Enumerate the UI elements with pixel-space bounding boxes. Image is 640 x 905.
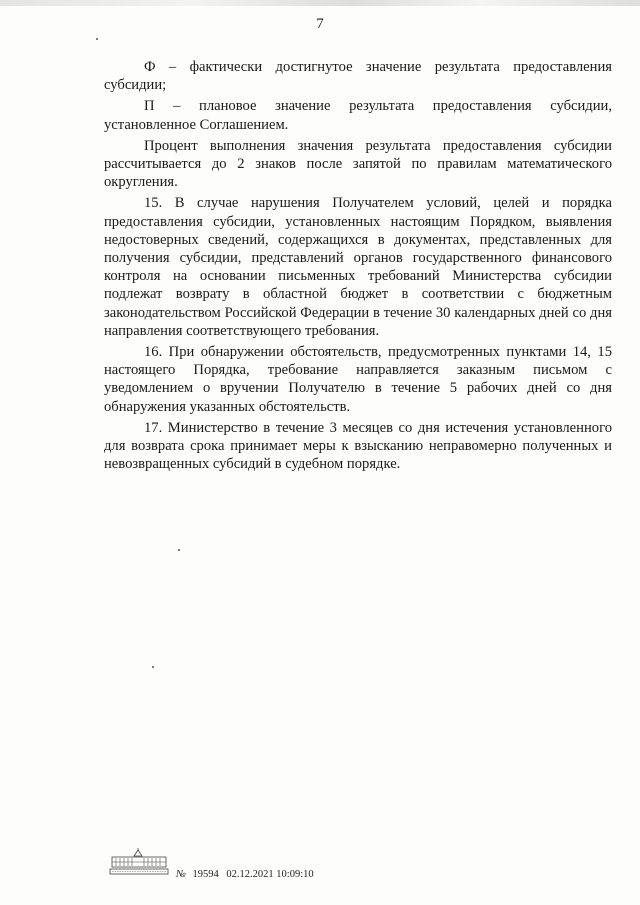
registration-datetime: 02.12.2021 10:09:10 [226,869,314,880]
registry-stamp-logo [108,848,170,878]
paragraph-clause-15: 15. В случае нарушения Получателем условий, целей и порядка предоставления субсидии, установленных настоящим Порядком, выявления недостоверных сведений, содержащихся в документах, представленных для получения субсидии, представлений органов государственного финансового контроля на основании письменных требований Министерства субсидии подлежат возврату в областной бюджет в соответствии с бюджетным законодательством Российской Федерации в течение 30 календарных дней со дня направления соответствующего требования. [104,195,612,339]
paragraph-f-definition: Ф – фактически достигнутое значение результата предоставления субсидии; [104,59,612,94]
number-sign: № [176,869,186,880]
paragraph-clause-17: 17. Министерство в течение 3 месяцев со дня истечения установленного для возврата срока принимает меры к взысканию неправомерно полученных и невозвращенных субсидий в судебном порядке. [104,419,612,473]
registration-stamp [176,869,314,880]
paragraph-clause-16: 16. При обнаружении обстоятельств, предусмотренных пунктами 14, 15 настоящего Порядка, требование направляется заказным письмом с уведомлением о вручении Получателю в течение 5 рабочих дней со дня обнаружения указанных обстоятельств. [104,344,612,415]
paragraph-percent-calculation: Процент выполнения значения результата предоставления субсидии рассчитывается до 2 знаков после запятой по правилам математического округления. [104,137,612,191]
document-body [104,58,612,476]
scan-speck [152,666,154,668]
registration-number: 19594 [192,869,219,880]
paragraph-p-definition: П – плановое значение результата предоставления субсидии, установленное Соглашением. [104,98,612,133]
scan-edge [0,0,640,6]
scan-speck [96,38,98,40]
scan-speck [178,549,180,551]
page-number: 7 [316,16,324,32]
